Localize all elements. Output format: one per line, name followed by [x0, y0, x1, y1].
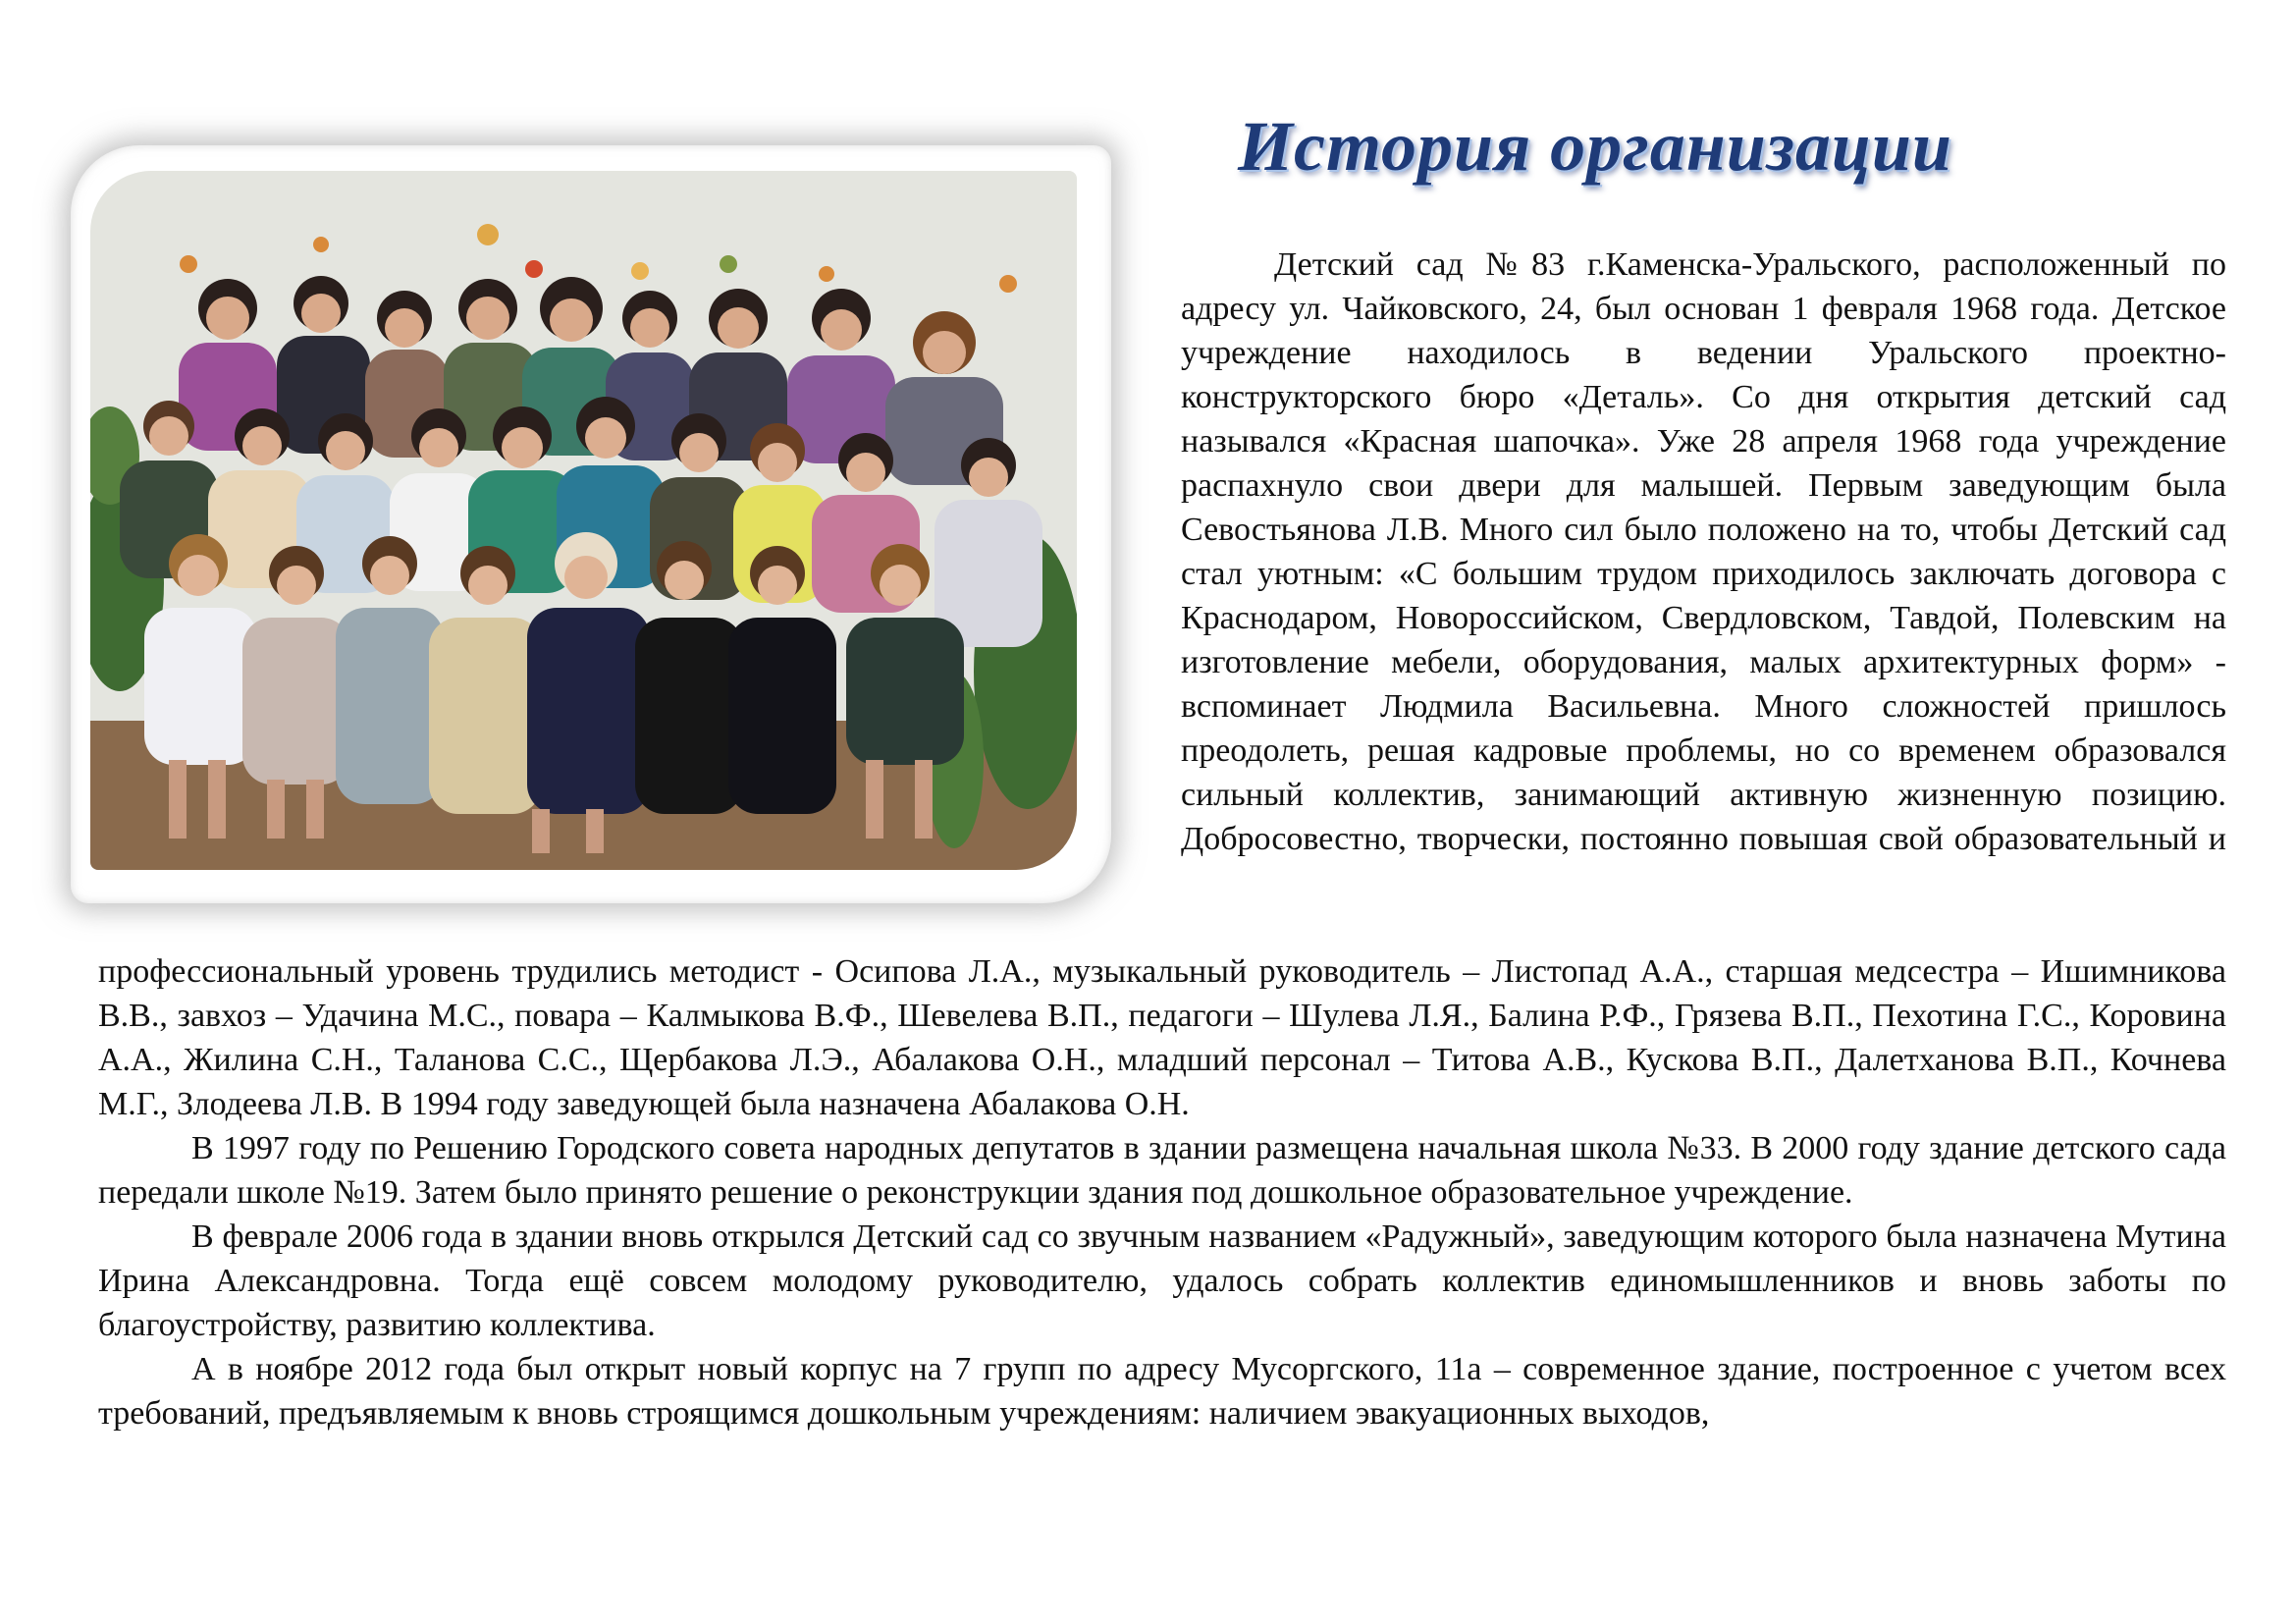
paragraph-1-upper-block — [1181, 243, 2226, 861]
paragraph-1-upper: Детский сад №83 г.Каменска-Уральского, расположенный по адресу ул. Чайковского, 24, был основан 1 февраля 1968 года. Детское учреждение находилось в ведении Уральского проектно-конструкторского бюро «Деталь». Со дня открытия детский сад назывался «Красная шапочка». Уже 28 апреля 1968 года учреждение распахнуло свои двери для малышей. Первым заведующим была Севостьянова Л.В. Много сил было положено на то, чтобы Детский сад стал уютным: «С большим трудом приходилось заключать договора с Краснодаром, Новороссийском, Свердловском, Тавдой, Полевским на изготовление мебели, оборудования, малых архитектурных форм» - вспоминает Людмила Васильевна. Много сложностей пришлось преодолеть, решая кадровые проблемы, но со временем образовался сильный коллектив, занимающий активную жизненную позицию. Добросовестно, творчески, постоянно повышая свой образовательный и — [1181, 246, 2226, 857]
paragraph-3: В феврале 2006 года в здании вновь открылся Детский сад со звучным названием «Радужный», заведующим которого была назначена Мутина Ирина Александровна. Тогда ещё совсем молодому руководителю, удалось собрать коллектив единомышленников и вновь заботы по благоустройству, развитию коллектива. — [98, 1218, 2226, 1343]
paragraph-2: В 1997 году по Решению Городского совета народных депутатов в здании размещена начальная школа №33. В 2000 году здание детского сада передали школе №19. Затем было принято решение о реконструкции здания под дошкольное образовательное учреждение. — [98, 1130, 2226, 1211]
page-title: История организации — [1238, 107, 1952, 186]
paragraph-1-continued: профессиональный уровень трудились методист - Осипова Л.А., музыкальный руководитель – Листопад А.А., старшая медсестра – Ишимникова В.В., завхоз – Удачина М.С., повара – Калмыкова В.Ф., Шевелева В.П., педагоги – Шулева Л.Я., Балина Р.Ф., Грязева В.П., Пехотина Г.С., Коровина А.А., Жилина С.Н., Таланова С.С., Щербакова Л.Э., Абалакова О.Н., младший персонал – Титова А.В., Кускова В.П., Далетханова В.П., Кочнева М.Г., Злодеева Л.В. В 1994 году заведующей была назначена Абалакова О.Н. — [98, 953, 2226, 1122]
paragraph-4: А в ноябре 2012 года был открыт новый корпус на 7 групп по адресу Мусоргского, 11а – современное здание, построенное с учетом всех требований, предъявляемым к вновь строящимся дошкольным учреждениям: наличием эвакуационных выходов, — [98, 1351, 2226, 1432]
lower-text-block — [98, 949, 2226, 1435]
